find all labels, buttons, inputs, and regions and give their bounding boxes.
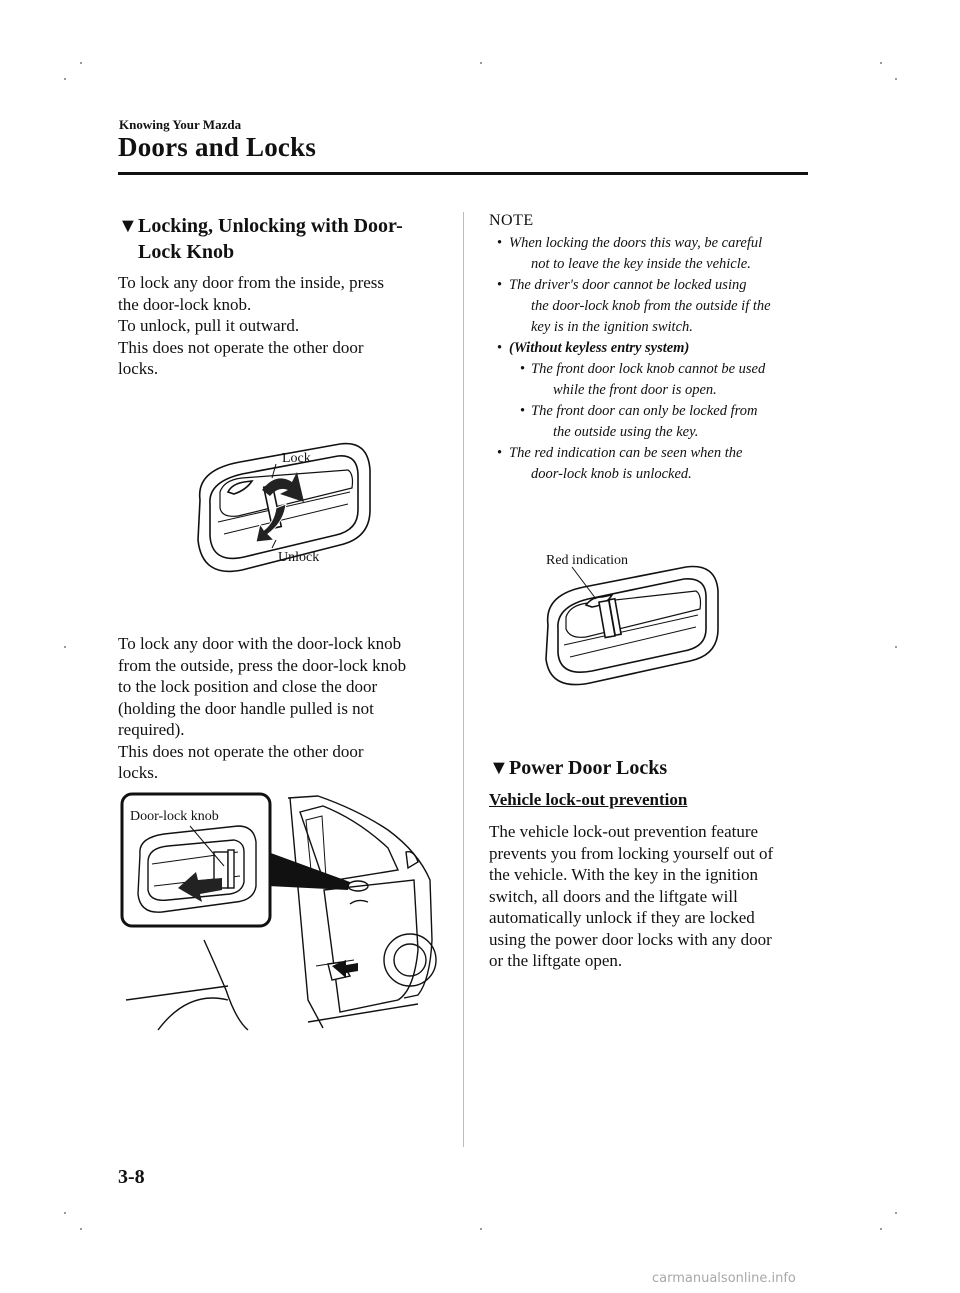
note-text: The front door lock knob cannot be used <box>531 361 766 377</box>
note-list <box>497 233 771 485</box>
paragraph-lock-out-prevention <box>489 821 773 972</box>
note-item <box>497 275 771 338</box>
figure-label-red-indication: Red indication <box>546 553 629 568</box>
text-line: from the outside, press the door-lock knob <box>118 655 407 675</box>
figure-door-knob-lock-unlock <box>180 430 380 590</box>
figure-red-indication <box>530 545 730 695</box>
text-line: the door-lock knob. <box>118 294 252 314</box>
crop-mark <box>880 1228 882 1230</box>
note-subitem <box>520 401 771 443</box>
text-line: To lock any door with the door-lock knob <box>118 634 402 653</box>
triangle-down-icon: ▼ <box>489 757 509 779</box>
heading-text: Locking, Unlocking with Door- <box>138 215 403 237</box>
note-item <box>497 233 771 275</box>
section-heading-power-door-locks <box>489 755 809 781</box>
text-line: automatically unlock if they are locked <box>489 908 755 927</box>
text-line: switch, all doors and the liftgate will <box>489 886 738 906</box>
figure-label-lock: Lock <box>282 451 311 466</box>
figure-label-door-lock-knob: Door-lock knob <box>130 809 219 824</box>
note-text: door-lock knob is unlocked. <box>531 466 692 482</box>
text-line: locks. <box>118 763 159 782</box>
note-text: the door-lock knob from the outside if the <box>531 298 771 314</box>
note-text: key is in the ignition switch. <box>531 319 693 335</box>
heading-text: Lock Knob <box>138 241 235 263</box>
text-line: To unlock, pull it outward. <box>118 316 300 335</box>
paragraph-inside-lock <box>118 272 384 380</box>
bullet-icon: • <box>497 277 503 293</box>
text-line: or the liftgate open. <box>489 951 623 970</box>
header-rule <box>118 172 808 175</box>
section-heading-locking <box>118 213 448 265</box>
page-number: 3-8 <box>118 1166 145 1188</box>
paragraph-outside-lock <box>118 633 406 784</box>
bullet-icon: • <box>497 340 503 356</box>
crop-mark <box>895 78 897 80</box>
note-label: NOTE <box>489 212 534 229</box>
note-text: not to leave the key inside the vehicle. <box>531 256 751 272</box>
text-line: This does not operate the other door <box>118 741 364 761</box>
text-line: to the lock position and close the door <box>118 677 378 696</box>
sub-heading-lock-out-prevention: Vehicle lock-out prevention <box>489 790 688 809</box>
text-line: required). <box>118 720 185 739</box>
text-line: locks. <box>118 359 159 378</box>
bullet-icon: • <box>497 235 503 251</box>
note-item <box>497 338 771 359</box>
figure-car-door-lock-knob <box>118 790 438 1035</box>
note-text: the outside using the key. <box>553 424 699 440</box>
note-text: The front door can only be locked from <box>531 403 758 419</box>
note-text: The red indication can be seen when the <box>509 445 743 461</box>
bullet-icon: • <box>497 445 503 461</box>
crop-mark <box>64 646 66 648</box>
text-line: To lock any door from the inside, press <box>118 273 385 292</box>
text-line: the vehicle. With the key in the ignition <box>489 865 759 884</box>
crop-mark <box>480 62 482 64</box>
crop-mark <box>880 62 882 64</box>
crop-mark <box>80 1228 82 1230</box>
crop-mark <box>64 78 66 80</box>
text-line: using the power door locks with any door <box>489 929 772 949</box>
note-text: while the front door is open. <box>553 382 717 398</box>
heading-text: Power Door Locks <box>509 757 668 779</box>
bullet-icon: • <box>520 403 526 419</box>
note-text: When locking the doors this way, be careful <box>509 235 763 251</box>
bullet-icon: • <box>520 361 526 377</box>
note-item <box>497 443 771 485</box>
text-line: This does not operate the other door <box>118 337 364 357</box>
chapter-title: Doors and Locks <box>118 132 317 162</box>
note-text: (Without keyless entry system) <box>509 340 690 356</box>
text-line: The vehicle lock-out prevention feature <box>489 822 759 841</box>
crop-mark <box>64 1212 66 1214</box>
text-line: prevents you from locking yourself out of <box>489 843 774 863</box>
crop-mark <box>80 62 82 64</box>
crop-mark <box>895 646 897 648</box>
text-line: (holding the door handle pulled is not <box>118 698 374 718</box>
section-label: Knowing Your Mazda <box>119 117 242 132</box>
note-subitem <box>520 359 771 401</box>
triangle-down-icon: ▼ <box>118 215 138 237</box>
column-divider <box>463 212 464 1147</box>
crop-mark <box>895 1212 897 1214</box>
figure-label-unlock: Unlock <box>278 550 320 565</box>
watermark: carmanualsonline.info <box>652 1271 796 1286</box>
note-text: The driver's door cannot be locked using <box>509 277 747 293</box>
crop-mark <box>480 1228 482 1230</box>
